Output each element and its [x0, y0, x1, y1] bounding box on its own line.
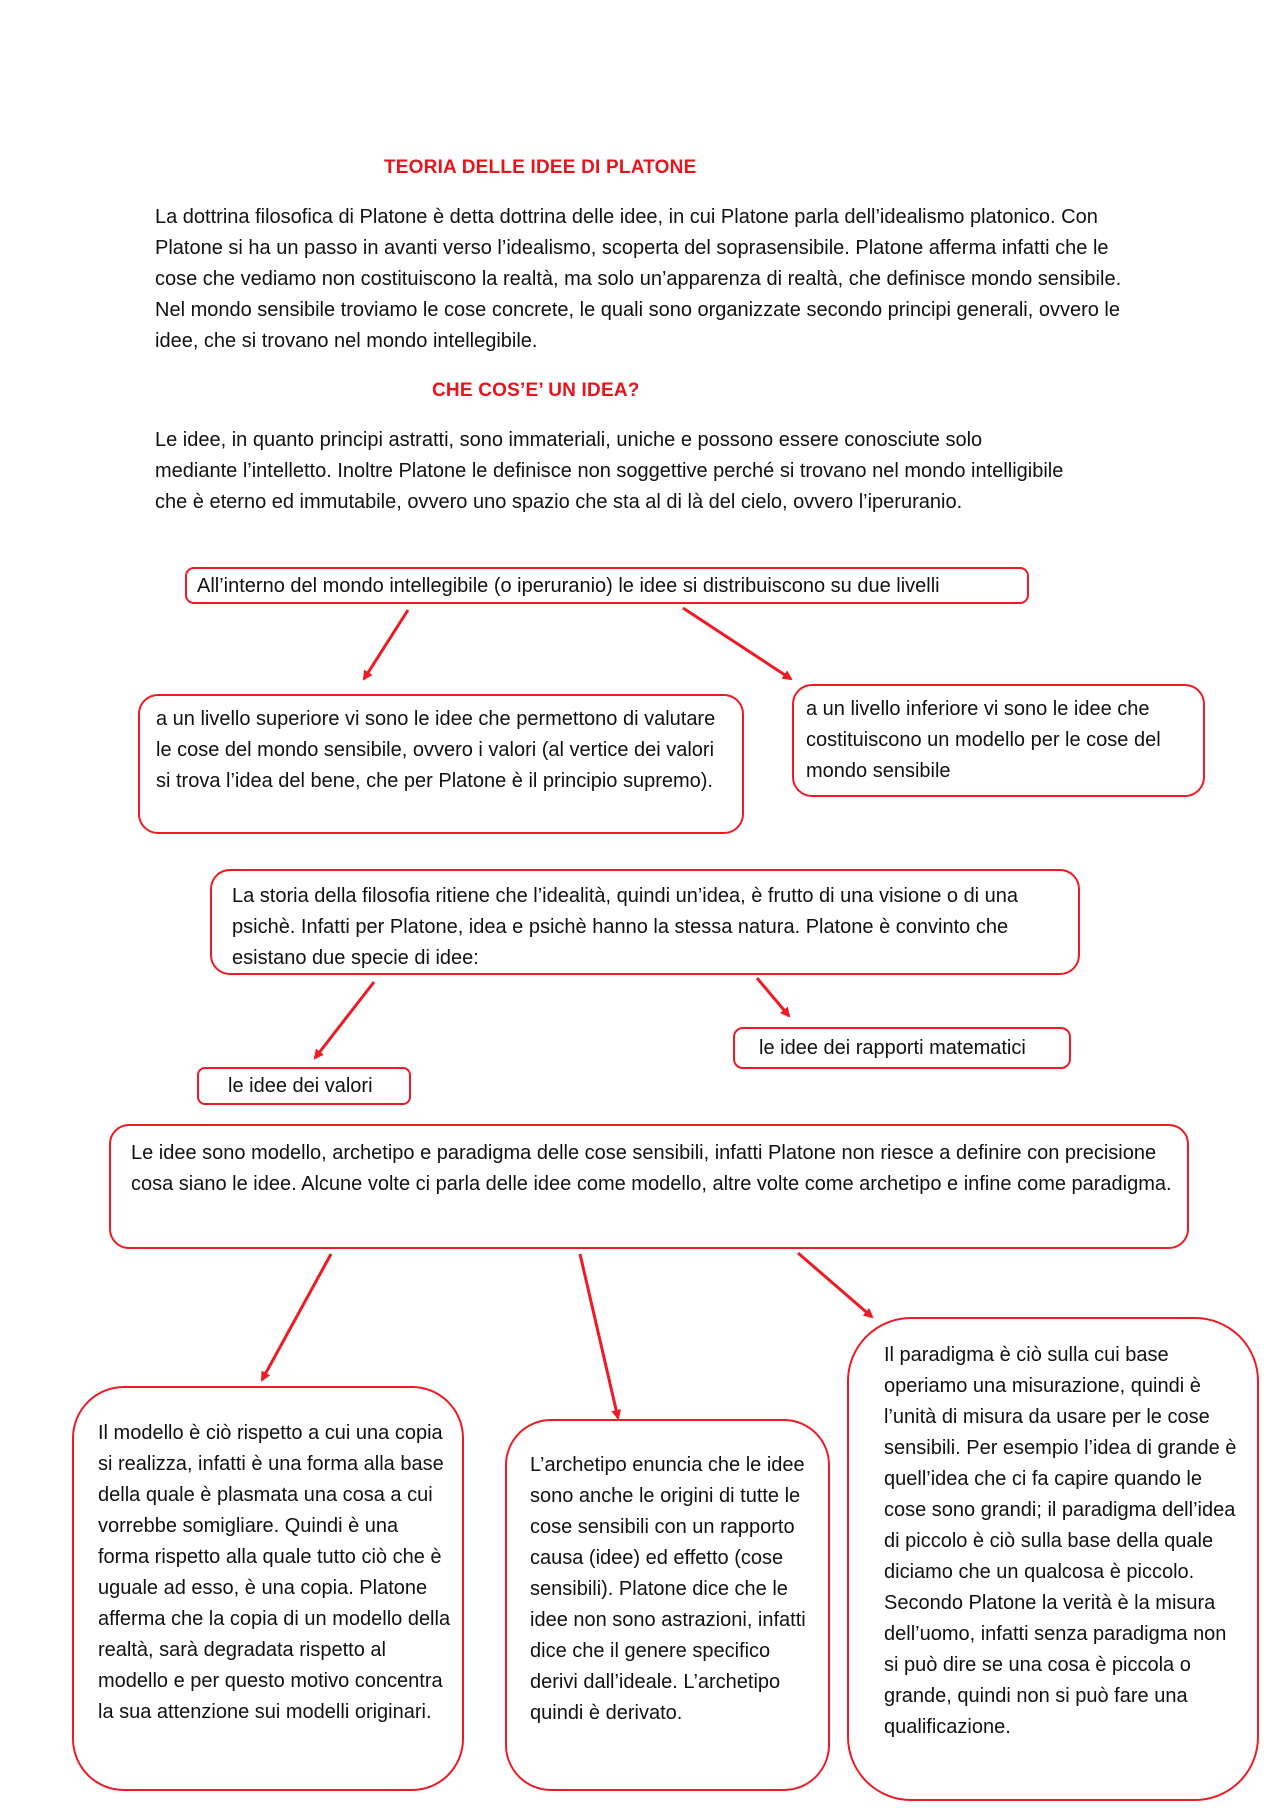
math-ideas-box [733, 1027, 1071, 1069]
idea-paragraph: Le idee, in quanto principi astratti, sono immateriali, uniche e possono essere conosciute solo mediante l’intelletto. Inoltre Platone le definisce non soggettive perché si trovano nel mondo intelligibile che è eterno ed immutabile, ovvero uno spazio che sta al di là del cielo, ovvero l’iperuranio. [155, 429, 1064, 513]
model-archetype-text: Le idee sono modello, archetipo e paradigma delle cose sensibili, infatti Platone non riesce a definire con precisione cosa siano le idee. Alcune volte ci parla delle idee come modello, altre volte come archetipo e infine come paradigma. [131, 1142, 1172, 1195]
upper-level-text: a un livello superiore vi sono le idee che permettono di valutare le cose del mondo sensibile, ovvero i valori (al vertice dei valori si trova l’idea del bene, che per Platone è il principio supremo). [156, 708, 716, 792]
paradigm-text: Il paradigma è ciò sulla cui base operiamo una misurazione, quindi è l’unità di misura da usare per le cose sensibili. Per esempio l’idea di grande è quell’idea che ci fa capire quando le cose sono grandi; il paradigma dell’idea di piccolo è ciò sulla base della quale diciamo che un qualcosa è piccolo. Secondo Platone la verità è la misura dell’uomo, infatti senza paradigma non si può dire se una cosa è piccola o grande, quindi non si può fare una qualificazione. [884, 1344, 1237, 1738]
arrow-to-paradigm [798, 1253, 872, 1317]
arrow-to-archetype [580, 1254, 618, 1418]
values-ideas-box [197, 1067, 411, 1105]
paradigm-box [847, 1317, 1259, 1801]
levels-box [185, 567, 1029, 604]
page-title: TEORIA DELLE IDEE DI PLATONE [384, 157, 697, 178]
arrow-to-upper-level [364, 610, 408, 679]
model-box [72, 1386, 464, 1791]
values-ideas-text: le idee dei valori [228, 1075, 373, 1097]
section-subtitle: CHE COS’E’ UN IDEA? [432, 380, 640, 401]
model-archetype-box [109, 1124, 1189, 1249]
archetype-box [505, 1419, 830, 1791]
arrow-to-model [262, 1254, 331, 1380]
arrow-to-values [315, 982, 374, 1058]
levels-text: All’interno del mondo intellegibile (o iperuranio) le idee si distribuiscono su due livelli [197, 575, 940, 597]
lower-level-text: a un livello inferiore vi sono le idee che costituiscono un modello per le cose del mondo sensibile [806, 698, 1161, 782]
archetype-text: L’archetipo enuncia che le idee sono anche le origini di tutte le cose sensibili con un rapporto causa (idee) ed effetto (cose sensibili). Platone dice che le idee non sono astrazioni, infatti dice che il genere specifico derivi dall’ideale. L’archetipo quindi è derivato. [530, 1454, 806, 1724]
math-ideas-text: le idee dei rapporti matematici [759, 1037, 1026, 1059]
arrow-to-lower-level [683, 608, 791, 679]
lower-level-box [792, 684, 1205, 797]
history-text: La storia della filosofia ritiene che l’idealità, quindi un’idea, è frutto di una visione o di una psichè. Infatti per Platone, idea e psichè hanno la stessa natura. Platone è convinto che esistano due specie di idee: [232, 885, 1019, 969]
model-text: Il modello è ciò rispetto a cui una copia si realizza, infatti è una forma alla base della quale è plasmata una cosa a cui vorrebbe somigliare. Quindi è una forma rispetto alla quale tutto ciò che è uguale ad esso, è una copia. Platone afferma che la copia di un modello della realtà, sarà degradata rispetto al modello e per questo motivo concentra la sua attenzione sui modelli originari. [98, 1422, 451, 1723]
arrow-to-math [757, 978, 789, 1016]
intro-paragraph: La dottrina filosofica di Platone è detta dottrina delle idee, in cui Platone parla dell’idealismo platonico. Con Platone si ha un passo in avanti verso l’idealismo, scoperta del soprasensibile. Platone afferma infatti che le cose che vediamo non costituiscono la realtà, ma solo un’apparenza di realtà, che definisce mondo sensibile. Nel mondo sensibile troviamo le cose concrete, le quali sono organizzate secondo principi generali, ovvero le idee, che si trovano nel mondo intellegibile. [155, 206, 1122, 352]
history-box [210, 869, 1080, 975]
upper-level-box [138, 694, 744, 834]
